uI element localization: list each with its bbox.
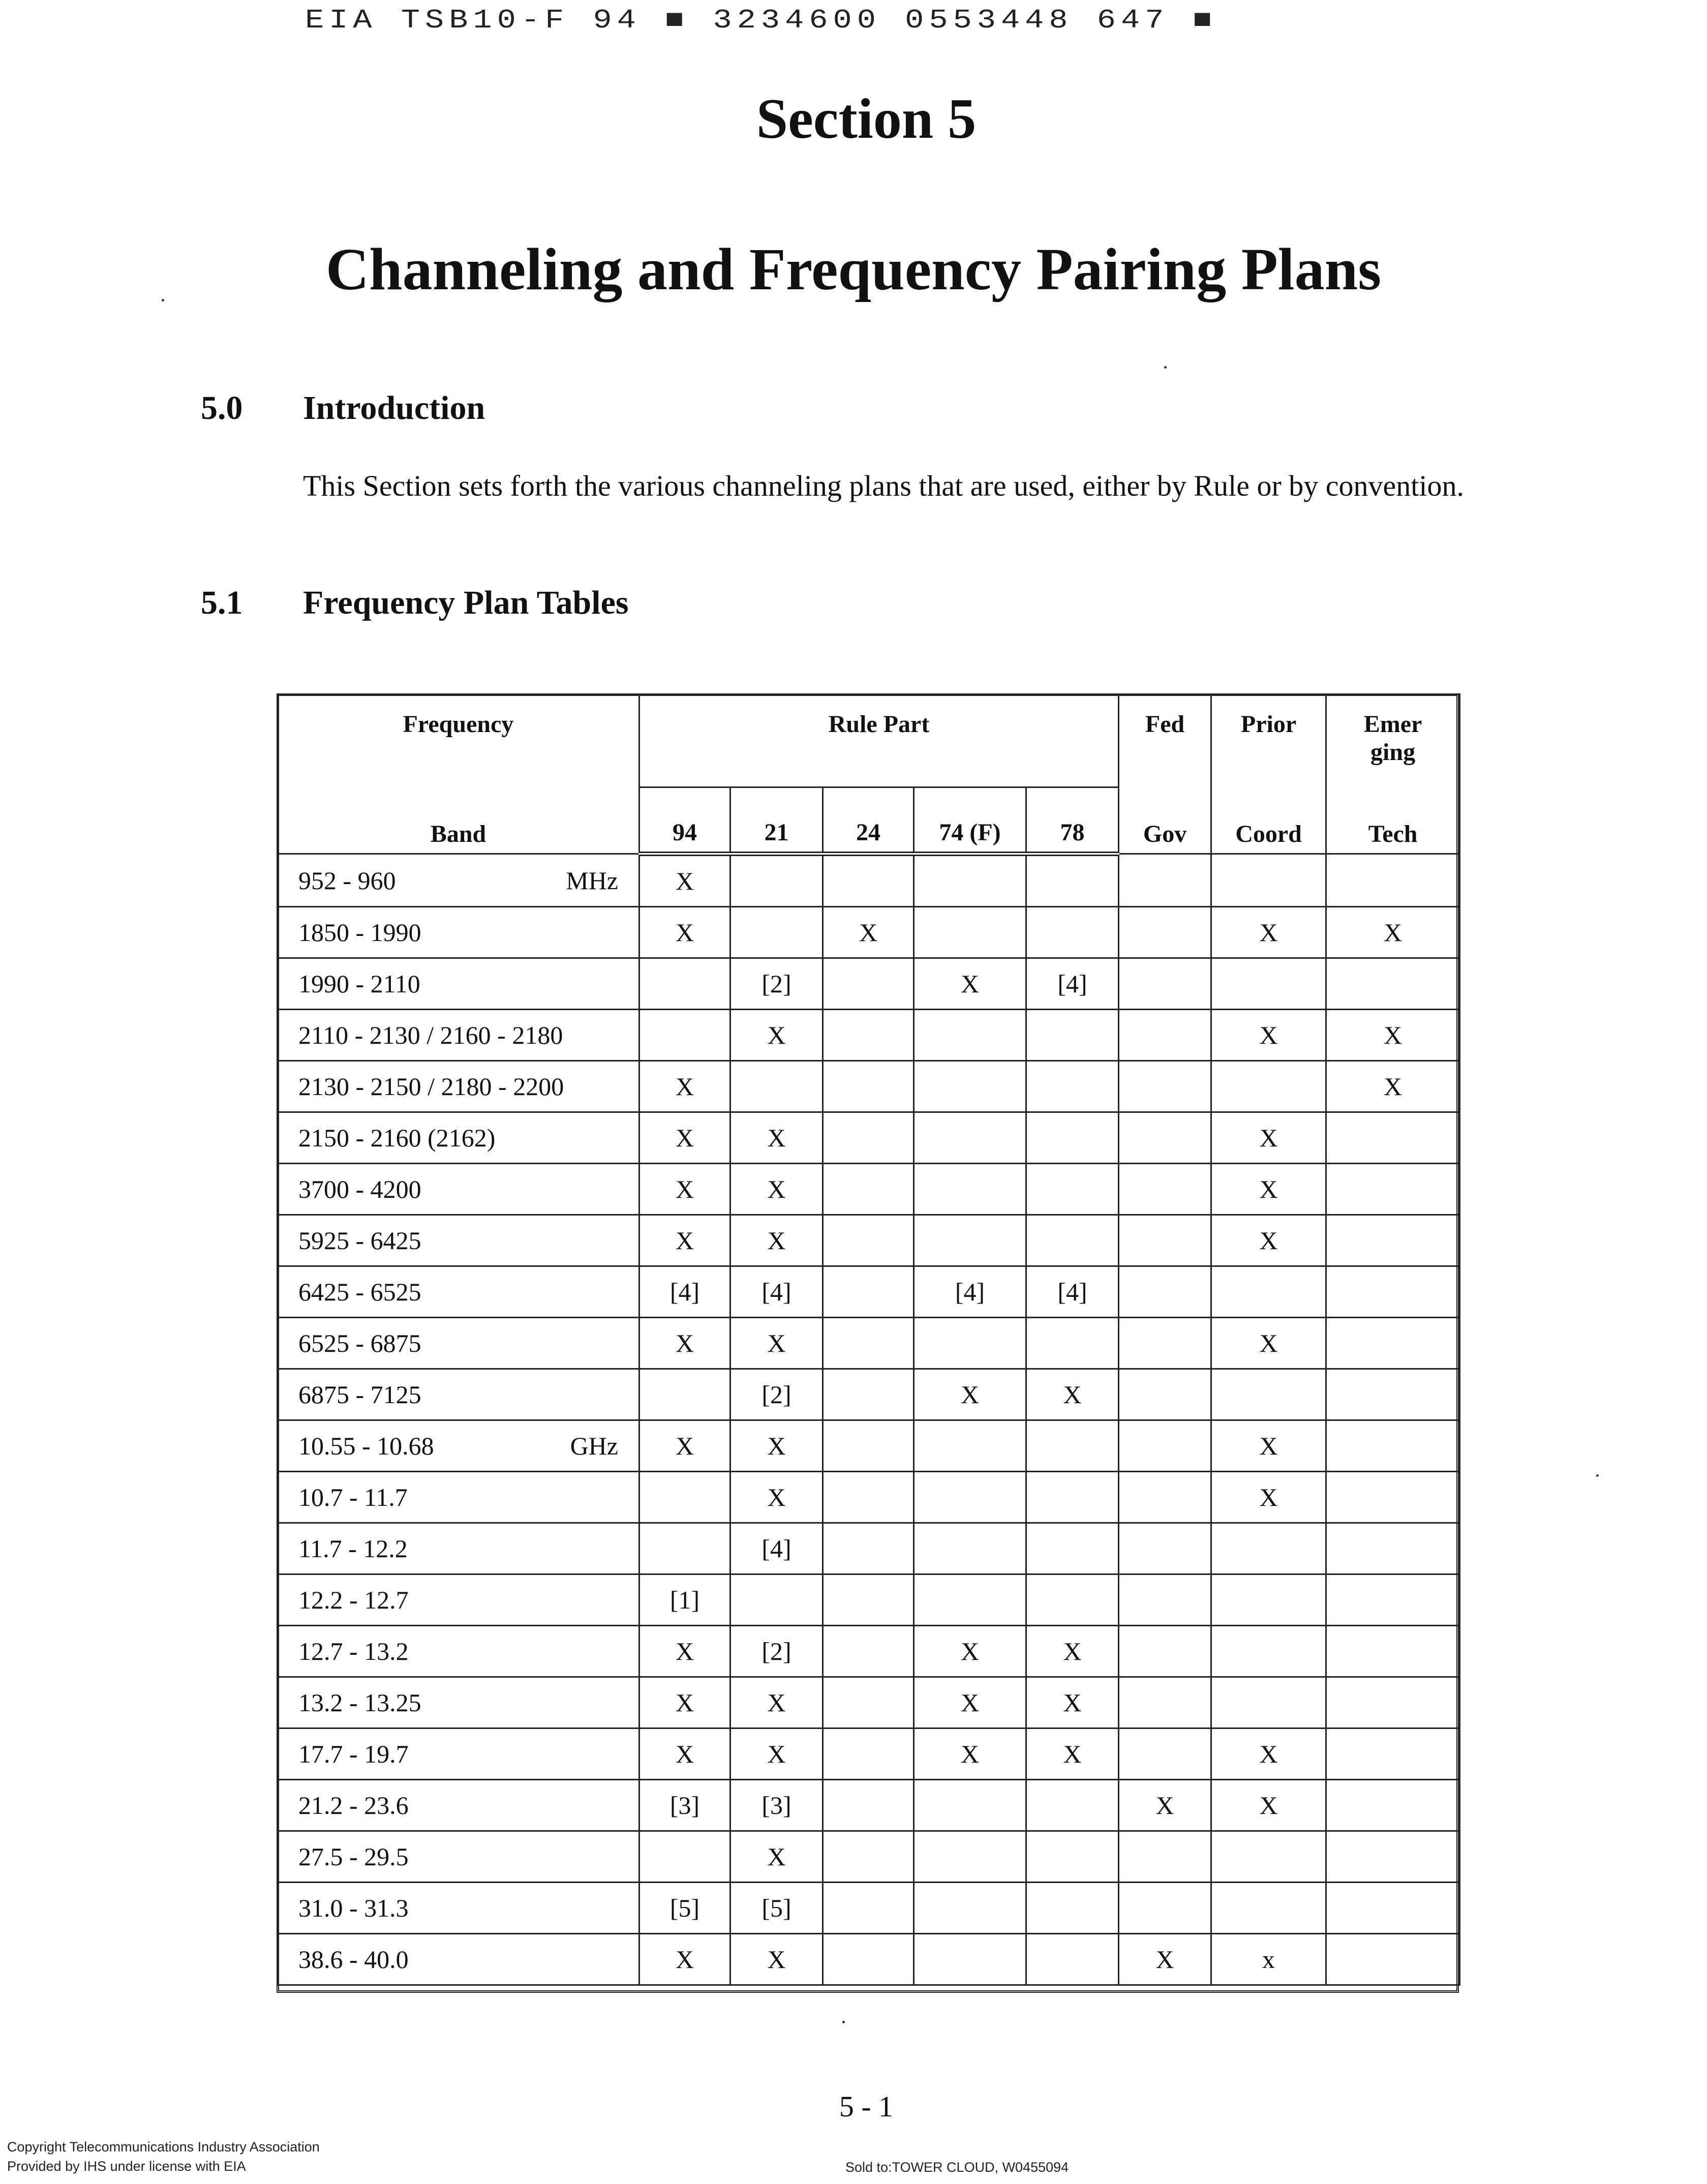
cell-rule-21 bbox=[730, 1061, 823, 1112]
cell-rule-78: [4] bbox=[1026, 1266, 1119, 1318]
cell-rule-74f bbox=[914, 1831, 1026, 1883]
cell-band bbox=[278, 1831, 639, 1883]
cell-rule-21: X bbox=[730, 1472, 823, 1523]
band-range: 6875 - 7125 bbox=[298, 1380, 421, 1409]
band-range: 1990 - 2110 bbox=[298, 969, 420, 998]
cell-band bbox=[278, 1369, 639, 1420]
cell-fed-gov bbox=[1119, 1215, 1211, 1266]
cell-rule-74f: X bbox=[914, 958, 1026, 1010]
cell-rule-24 bbox=[823, 1061, 914, 1112]
table-row bbox=[278, 1883, 1460, 1934]
scan-speck bbox=[1596, 1474, 1599, 1477]
cell-prior-coord bbox=[1211, 1626, 1326, 1677]
cell-emerging-tech bbox=[1326, 1677, 1460, 1728]
table-row bbox=[278, 1934, 1460, 1985]
cell-band bbox=[278, 1215, 639, 1266]
band-range: 10.55 - 10.68 bbox=[298, 1432, 434, 1460]
sold-to-notice: Sold to:TOWER CLOUD, W0455094 bbox=[845, 2160, 1069, 2175]
cell-fed-gov bbox=[1119, 1112, 1211, 1164]
cell-rule-21 bbox=[730, 1574, 823, 1626]
cell-fed-gov: X bbox=[1119, 1934, 1211, 1985]
header-rule-21: 21 bbox=[730, 787, 823, 854]
section-label: Section 5 bbox=[756, 87, 977, 150]
cell-emerging-tech bbox=[1326, 1318, 1460, 1369]
cell-prior-coord bbox=[1211, 1883, 1326, 1934]
cell-rule-21: [5] bbox=[730, 1883, 823, 1934]
cell-rule-24 bbox=[823, 1677, 914, 1728]
cell-fed-gov bbox=[1119, 1728, 1211, 1780]
header-fed: Fed bbox=[1145, 711, 1185, 738]
cell-band bbox=[278, 958, 639, 1010]
cell-emerging-tech bbox=[1326, 1934, 1460, 1985]
cell-prior-coord bbox=[1211, 1369, 1326, 1420]
cell-emerging-tech bbox=[1326, 1369, 1460, 1420]
band-range: 38.6 - 40.0 bbox=[298, 1945, 409, 1974]
cell-rule-24 bbox=[823, 1728, 914, 1780]
table-row bbox=[278, 1164, 1460, 1215]
cell-rule-24 bbox=[823, 1318, 914, 1369]
band-range: 5925 - 6425 bbox=[298, 1226, 421, 1255]
header-coord: Coord bbox=[1235, 821, 1302, 847]
cell-rule-21: X bbox=[730, 1010, 823, 1061]
intro-paragraph: This Section sets forth the various channeling plans that are used, either by Rule or by convention. bbox=[303, 469, 1465, 502]
cell-rule-94 bbox=[639, 1523, 730, 1574]
cell-rule-74f bbox=[914, 1010, 1026, 1061]
band-range: 2130 - 2150 / 2180 - 2200 bbox=[298, 1072, 564, 1101]
cell-band bbox=[278, 1164, 639, 1215]
table-row bbox=[278, 1780, 1460, 1831]
cell-rule-78 bbox=[1026, 1318, 1119, 1369]
table-row bbox=[278, 958, 1460, 1010]
cell-rule-74f bbox=[914, 907, 1026, 958]
cell-fed-gov bbox=[1119, 1523, 1211, 1574]
cell-rule-74f: X bbox=[914, 1677, 1026, 1728]
copyright-line-1: Copyright Telecommunications Industry Association bbox=[7, 2139, 320, 2155]
band-range: 3700 - 4200 bbox=[298, 1175, 421, 1203]
cell-band bbox=[278, 1010, 639, 1061]
cell-rule-94: X bbox=[639, 1061, 730, 1112]
cell-rule-94 bbox=[639, 958, 730, 1010]
cell-rule-21: X bbox=[730, 1934, 823, 1985]
cell-rule-78 bbox=[1026, 1831, 1119, 1883]
cell-fed-gov: X bbox=[1119, 1780, 1211, 1831]
cell-rule-74f: X bbox=[914, 1626, 1026, 1677]
cell-rule-94 bbox=[639, 1472, 730, 1523]
cell-rule-74f bbox=[914, 1574, 1026, 1626]
cell-emerging-tech bbox=[1326, 1626, 1460, 1677]
cell-rule-24: X bbox=[823, 907, 914, 958]
cell-fed-gov bbox=[1119, 1369, 1211, 1420]
cell-rule-21: X bbox=[730, 1164, 823, 1215]
table-row bbox=[278, 1626, 1460, 1677]
cell-rule-94: [3] bbox=[639, 1780, 730, 1831]
band-unit: GHz bbox=[570, 1432, 618, 1460]
cell-rule-21: [4] bbox=[730, 1266, 823, 1318]
cell-band bbox=[278, 1677, 639, 1728]
cell-emerging-tech bbox=[1326, 854, 1460, 907]
cell-rule-78: X bbox=[1026, 1728, 1119, 1780]
table-row bbox=[278, 907, 1460, 958]
header-rule-24: 24 bbox=[823, 787, 914, 854]
cell-fed-gov bbox=[1119, 1318, 1211, 1369]
header-prior-coord bbox=[1211, 694, 1326, 854]
cell-rule-94: X bbox=[639, 1164, 730, 1215]
cell-rule-74f bbox=[914, 1780, 1026, 1831]
cell-rule-21 bbox=[730, 907, 823, 958]
cell-rule-78 bbox=[1026, 1780, 1119, 1831]
cell-rule-94 bbox=[639, 1010, 730, 1061]
cell-band bbox=[278, 1883, 639, 1934]
header-tech: Tech bbox=[1368, 821, 1418, 847]
cell-prior-coord: X bbox=[1211, 1164, 1326, 1215]
table-row bbox=[278, 1266, 1460, 1318]
cell-rule-78 bbox=[1026, 1420, 1119, 1472]
cell-prior-coord: X bbox=[1211, 1472, 1326, 1523]
table-row bbox=[278, 1574, 1460, 1626]
cell-rule-24 bbox=[823, 1215, 914, 1266]
cell-band bbox=[278, 1780, 639, 1831]
band-range: 27.5 - 29.5 bbox=[298, 1842, 409, 1871]
table-row bbox=[278, 1010, 1460, 1061]
cell-band bbox=[278, 1318, 639, 1369]
header-emerging-tech bbox=[1326, 694, 1460, 854]
table-row bbox=[278, 1677, 1460, 1728]
band-range: 952 - 960 bbox=[298, 866, 396, 895]
band-range: 17.7 - 19.7 bbox=[298, 1740, 409, 1768]
cell-rule-94: [5] bbox=[639, 1883, 730, 1934]
scan-speck bbox=[842, 2021, 845, 2023]
page-number: 5 - 1 bbox=[839, 2090, 894, 2123]
page-title: Channeling and Frequency Pairing Plans bbox=[325, 236, 1382, 302]
section-heading-tables: Frequency Plan Tables bbox=[303, 584, 629, 621]
cell-rule-74f bbox=[914, 854, 1026, 907]
cell-emerging-tech: X bbox=[1326, 907, 1460, 958]
cell-fed-gov bbox=[1119, 1831, 1211, 1883]
cell-fed-gov bbox=[1119, 1061, 1211, 1112]
cell-rule-74f: [4] bbox=[914, 1266, 1026, 1318]
cell-rule-94: X bbox=[639, 1215, 730, 1266]
cell-prior-coord: X bbox=[1211, 1728, 1326, 1780]
cell-rule-78: X bbox=[1026, 1677, 1119, 1728]
band-range: 6425 - 6525 bbox=[298, 1278, 421, 1306]
table-row bbox=[278, 1523, 1460, 1574]
table-row bbox=[278, 1215, 1460, 1266]
table-row bbox=[278, 1472, 1460, 1523]
cell-rule-24 bbox=[823, 1472, 914, 1523]
cell-prior-coord: X bbox=[1211, 1112, 1326, 1164]
cell-emerging-tech bbox=[1326, 1215, 1460, 1266]
cell-rule-24 bbox=[823, 1112, 914, 1164]
header-gov: Gov bbox=[1143, 821, 1187, 847]
cell-rule-78 bbox=[1026, 1061, 1119, 1112]
cell-rule-78 bbox=[1026, 1934, 1119, 1985]
cell-band bbox=[278, 1061, 639, 1112]
cell-band bbox=[278, 1420, 639, 1472]
table-row bbox=[278, 854, 1460, 907]
cell-prior-coord: x bbox=[1211, 1934, 1326, 1985]
cell-rule-74f: X bbox=[914, 1728, 1026, 1780]
cell-rule-24 bbox=[823, 1574, 914, 1626]
cell-prior-coord: X bbox=[1211, 1010, 1326, 1061]
cell-emerging-tech bbox=[1326, 1164, 1460, 1215]
cell-prior-coord bbox=[1211, 1677, 1326, 1728]
header-rule-74f: 74 (F) bbox=[914, 787, 1026, 854]
header-emer: Emer bbox=[1363, 711, 1422, 738]
table-row bbox=[278, 1369, 1460, 1420]
cell-rule-74f bbox=[914, 1472, 1026, 1523]
header-band: Band bbox=[430, 821, 486, 847]
cell-rule-24 bbox=[823, 1369, 914, 1420]
cell-rule-78 bbox=[1026, 854, 1119, 907]
band-range: 6525 - 6875 bbox=[298, 1329, 421, 1357]
cell-prior-coord: X bbox=[1211, 1780, 1326, 1831]
cell-rule-74f bbox=[914, 1934, 1026, 1985]
cell-fed-gov bbox=[1119, 1677, 1211, 1728]
cell-emerging-tech bbox=[1326, 1472, 1460, 1523]
cell-rule-74f bbox=[914, 1523, 1026, 1574]
cell-prior-coord bbox=[1211, 1831, 1326, 1883]
cell-rule-78 bbox=[1026, 1010, 1119, 1061]
cell-prior-coord: X bbox=[1211, 1318, 1326, 1369]
cell-rule-78 bbox=[1026, 1215, 1119, 1266]
cell-rule-21: [2] bbox=[730, 958, 823, 1010]
cell-emerging-tech bbox=[1326, 1831, 1460, 1883]
cell-prior-coord bbox=[1211, 1266, 1326, 1318]
cell-rule-78: [4] bbox=[1026, 958, 1119, 1010]
cell-fed-gov bbox=[1119, 1164, 1211, 1215]
band-range: 12.2 - 12.7 bbox=[298, 1586, 409, 1614]
cell-emerging-tech bbox=[1326, 1523, 1460, 1574]
cell-rule-94: X bbox=[639, 1420, 730, 1472]
cell-fed-gov bbox=[1119, 854, 1211, 907]
cell-rule-21: X bbox=[730, 1318, 823, 1369]
cell-rule-24 bbox=[823, 958, 914, 1010]
header-frequency: Frequency bbox=[403, 711, 514, 738]
cell-rule-74f bbox=[914, 1215, 1026, 1266]
table-row bbox=[278, 1061, 1460, 1112]
cell-rule-24 bbox=[823, 1831, 914, 1883]
header-fed-gov bbox=[1119, 694, 1211, 854]
cell-prior-coord bbox=[1211, 1061, 1326, 1112]
band-unit: MHz bbox=[566, 866, 618, 895]
section-number-tables: 5.1 bbox=[201, 584, 243, 621]
section-number-intro: 5.0 bbox=[201, 389, 243, 427]
cell-band bbox=[278, 1266, 639, 1318]
cell-rule-74f bbox=[914, 1318, 1026, 1369]
header-rule-78: 78 bbox=[1026, 787, 1119, 854]
cell-rule-21: X bbox=[730, 1420, 823, 1472]
cell-rule-94: X bbox=[639, 1677, 730, 1728]
cell-fed-gov bbox=[1119, 1420, 1211, 1472]
scan-speck bbox=[162, 299, 164, 301]
cell-band bbox=[278, 907, 639, 958]
cell-rule-74f: X bbox=[914, 1369, 1026, 1420]
band-range: 1850 - 1990 bbox=[298, 918, 421, 947]
document-code-header: EIA TSB10-F 94 ■ 3234600 0553448 647 ■ bbox=[305, 5, 1217, 36]
cell-rule-74f bbox=[914, 1061, 1026, 1112]
band-range: 21.2 - 23.6 bbox=[298, 1791, 409, 1819]
table-row bbox=[278, 1728, 1460, 1780]
cell-rule-21: [4] bbox=[730, 1523, 823, 1574]
header-rule-part: Rule Part bbox=[639, 694, 1119, 787]
cell-emerging-tech bbox=[1326, 1574, 1460, 1626]
cell-band bbox=[278, 854, 639, 907]
scan-speck bbox=[1164, 366, 1167, 369]
cell-prior-coord: X bbox=[1211, 907, 1326, 958]
cell-rule-21: X bbox=[730, 1215, 823, 1266]
cell-rule-94 bbox=[639, 1369, 730, 1420]
band-range: 10.7 - 11.7 bbox=[298, 1483, 408, 1511]
cell-fed-gov bbox=[1119, 1010, 1211, 1061]
cell-rule-21: [3] bbox=[730, 1780, 823, 1831]
cell-prior-coord bbox=[1211, 1574, 1326, 1626]
cell-rule-24 bbox=[823, 1523, 914, 1574]
cell-rule-94: X bbox=[639, 1112, 730, 1164]
cell-rule-21: [2] bbox=[730, 1369, 823, 1420]
header-rule-94: 94 bbox=[639, 787, 730, 854]
cell-rule-21: X bbox=[730, 1728, 823, 1780]
cell-rule-94: [1] bbox=[639, 1574, 730, 1626]
cell-emerging-tech bbox=[1326, 1420, 1460, 1472]
cell-band bbox=[278, 1626, 639, 1677]
cell-emerging-tech bbox=[1326, 1728, 1460, 1780]
cell-band bbox=[278, 1523, 639, 1574]
cell-rule-94: X bbox=[639, 1934, 730, 1985]
cell-rule-94: X bbox=[639, 854, 730, 907]
cell-rule-78 bbox=[1026, 1883, 1119, 1934]
cell-band bbox=[278, 1574, 639, 1626]
cell-band bbox=[278, 1728, 639, 1780]
cell-fed-gov bbox=[1119, 1266, 1211, 1318]
table-row bbox=[278, 1831, 1460, 1883]
cell-prior-coord: X bbox=[1211, 1420, 1326, 1472]
cell-rule-24 bbox=[823, 1010, 914, 1061]
header-prior: Prior bbox=[1240, 711, 1297, 738]
cell-band bbox=[278, 1934, 639, 1985]
cell-emerging-tech bbox=[1326, 1780, 1460, 1831]
cell-rule-24 bbox=[823, 1934, 914, 1985]
cell-prior-coord: X bbox=[1211, 1215, 1326, 1266]
cell-fed-gov bbox=[1119, 1883, 1211, 1934]
cell-emerging-tech: X bbox=[1326, 1010, 1460, 1061]
header-frequency-band bbox=[278, 694, 639, 854]
cell-rule-78: X bbox=[1026, 1369, 1119, 1420]
band-range: 13.2 - 13.25 bbox=[298, 1688, 421, 1717]
cell-band bbox=[278, 1472, 639, 1523]
cell-prior-coord bbox=[1211, 854, 1326, 907]
cell-rule-94: X bbox=[639, 1626, 730, 1677]
band-range: 2150 - 2160 (2162) bbox=[298, 1124, 496, 1152]
band-range: 2110 - 2130 / 2160 - 2180 bbox=[298, 1021, 563, 1049]
cell-rule-78 bbox=[1026, 907, 1119, 958]
cell-rule-24 bbox=[823, 1780, 914, 1831]
copyright-line-2: Provided by IHS under license with EIA bbox=[7, 2159, 246, 2174]
cell-rule-24 bbox=[823, 1626, 914, 1677]
cell-rule-94 bbox=[639, 1831, 730, 1883]
table-row bbox=[278, 1420, 1460, 1472]
cell-rule-78: X bbox=[1026, 1626, 1119, 1677]
cell-prior-coord bbox=[1211, 1523, 1326, 1574]
cell-fed-gov bbox=[1119, 907, 1211, 958]
cell-rule-24 bbox=[823, 1164, 914, 1215]
section-heading-intro: Introduction bbox=[303, 389, 485, 427]
cell-rule-94: X bbox=[639, 907, 730, 958]
cell-rule-21: [2] bbox=[730, 1626, 823, 1677]
cell-rule-74f bbox=[914, 1883, 1026, 1934]
cell-rule-78 bbox=[1026, 1164, 1119, 1215]
cell-fed-gov bbox=[1119, 1574, 1211, 1626]
cell-rule-94: X bbox=[639, 1318, 730, 1369]
cell-rule-78 bbox=[1026, 1574, 1119, 1626]
cell-rule-94: X bbox=[639, 1728, 730, 1780]
cell-rule-78 bbox=[1026, 1112, 1119, 1164]
cell-emerging-tech bbox=[1326, 1883, 1460, 1934]
cell-band bbox=[278, 1112, 639, 1164]
cell-prior-coord bbox=[1211, 958, 1326, 1010]
cell-emerging-tech bbox=[1326, 958, 1460, 1010]
band-range: 11.7 - 12.2 bbox=[298, 1534, 408, 1563]
frequency-plan-table bbox=[277, 693, 1460, 1986]
cell-emerging-tech bbox=[1326, 1112, 1460, 1164]
cell-rule-24 bbox=[823, 1883, 914, 1934]
cell-rule-74f bbox=[914, 1420, 1026, 1472]
cell-rule-21 bbox=[730, 854, 823, 907]
cell-emerging-tech bbox=[1326, 1266, 1460, 1318]
cell-fed-gov bbox=[1119, 1626, 1211, 1677]
table-row bbox=[278, 1112, 1460, 1164]
cell-rule-94: [4] bbox=[639, 1266, 730, 1318]
cell-fed-gov bbox=[1119, 1472, 1211, 1523]
cell-rule-21: X bbox=[730, 1112, 823, 1164]
cell-rule-24 bbox=[823, 854, 914, 907]
cell-rule-74f bbox=[914, 1164, 1026, 1215]
band-range: 12.7 - 13.2 bbox=[298, 1637, 409, 1665]
cell-rule-24 bbox=[823, 1420, 914, 1472]
cell-emerging-tech: X bbox=[1326, 1061, 1460, 1112]
header-ging: ging bbox=[1370, 739, 1416, 766]
cell-rule-24 bbox=[823, 1266, 914, 1318]
cell-rule-74f bbox=[914, 1112, 1026, 1164]
cell-rule-78 bbox=[1026, 1472, 1119, 1523]
band-range: 31.0 - 31.3 bbox=[298, 1894, 409, 1922]
cell-rule-78 bbox=[1026, 1523, 1119, 1574]
cell-rule-21: X bbox=[730, 1677, 823, 1728]
table-row bbox=[278, 1318, 1460, 1369]
cell-rule-21: X bbox=[730, 1831, 823, 1883]
cell-fed-gov bbox=[1119, 958, 1211, 1010]
